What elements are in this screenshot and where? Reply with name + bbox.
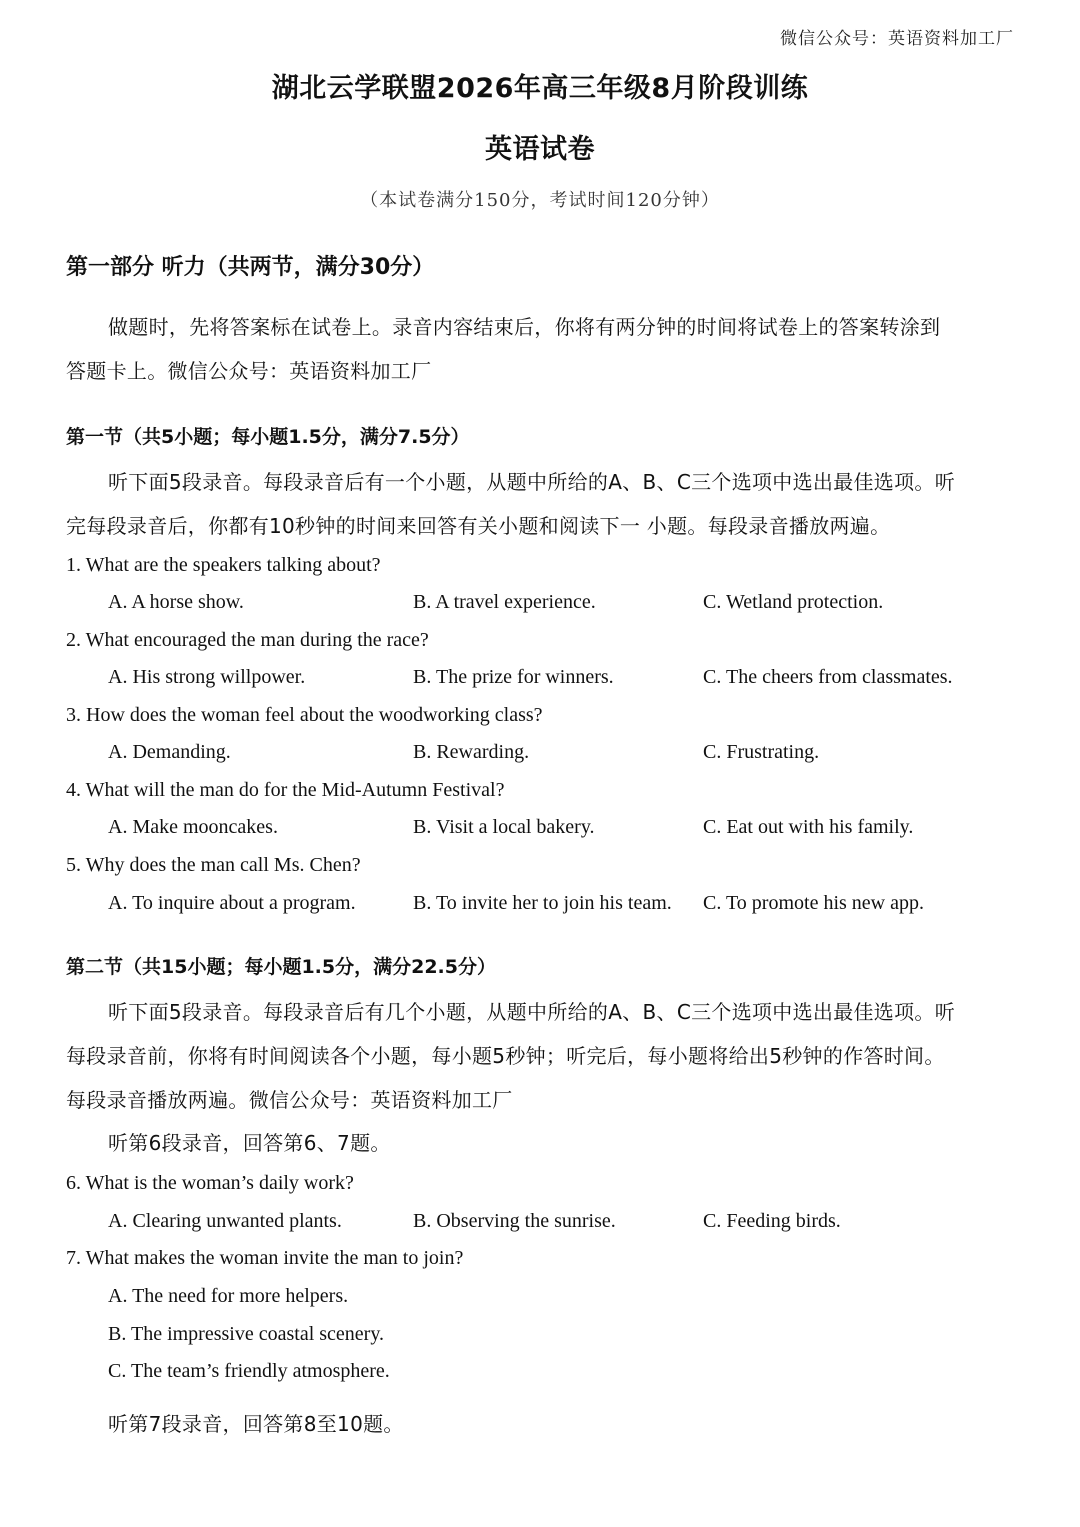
question-1: 1. What are the speakers talking about? (66, 554, 381, 576)
passage6-note: 听第6段录音，回答第6、7题。 (108, 1131, 391, 1155)
exam-subtitle: （本试卷满分150分，考试时间120分钟） (360, 190, 720, 211)
q7-option-a: A. The need for more helpers. (108, 1285, 349, 1307)
part1-intro-line1: 做题时，先将答案标在试卷上。录音内容结束后，你将有两分钟的时间将试卷上的答案转涂到 (108, 315, 941, 339)
q3-option-b: B. Rewarding. (413, 741, 530, 763)
header-note: 微信公众号：英语资料加工厂 (780, 29, 1014, 49)
q3-option-c: C. Frustrating. (703, 741, 820, 763)
exam-title: 湖北云学联盟2026年高三年级8月阶段训练 (271, 73, 809, 104)
q1-option-b: B. A travel experience. (413, 591, 596, 613)
q1-option-c: C. Wetland protection. (703, 591, 884, 613)
q4-option-b: B. Visit a local bakery. (413, 816, 595, 838)
question-7: 7. What makes the woman invite the man to join? (66, 1247, 464, 1269)
q5-option-c: C. To promote his new app. (703, 892, 924, 914)
section1-intro-line2: 完每段录音后，你都有10秒钟的时间来回答有关小题和阅读下一 小题。每段录音播放两遍。 (66, 514, 891, 538)
q5-option-b: B. To invite her to join his team. (413, 892, 672, 914)
q4-option-c: C. Eat out with his family. (703, 816, 914, 838)
section1-title: 第一节（共5小题；每小题1.5分，满分7.5分） (66, 426, 470, 448)
q7-option-c: C. The team’s friendly atmosphere. (108, 1360, 390, 1382)
exam-subject: 英语试卷 (485, 134, 595, 165)
q2-option-a: A. His strong willpower. (108, 666, 306, 688)
question-6: 6. What is the woman’s daily work? (66, 1172, 354, 1194)
question-2: 2. What encouraged the man during the race? (66, 629, 429, 651)
q2-option-b: B. The prize for winners. (413, 666, 614, 688)
part1-title: 第一部分 听力（共两节，满分30分） (66, 255, 435, 280)
question-5: 5. Why does the man call Ms. Chen? (66, 854, 361, 876)
section2-intro-line1: 听下面5段录音。每段录音后有几个小题，从题中所给的A、B、C三个选项中选出最佳选项。听 (108, 1000, 955, 1024)
q2-option-c: C. The cheers from classmates. (703, 666, 953, 688)
q5-option-a: A. To inquire about a program. (108, 892, 356, 914)
section2-intro-line2: 每段录音前，你将有时间阅读各个小题，每小题5秒钟；听完后，每小题将给出5秒钟的作答时间。 (66, 1044, 945, 1068)
q3-option-a: A. Demanding. (108, 741, 231, 763)
question-4: 4. What will the man do for the Mid-Autumn Festival? (66, 779, 505, 801)
part1-intro-line2: 答题卡上。微信公众号：英语资料加工厂 (66, 359, 432, 383)
q6-option-c: C. Feeding birds. (703, 1210, 841, 1232)
passage7-note: 听第7段录音，回答第8至10题。 (108, 1412, 404, 1436)
q7-option-b: B. The impressive coastal scenery. (108, 1323, 385, 1345)
q6-option-b: B. Observing the sunrise. (413, 1210, 616, 1232)
section2-title: 第二节（共15小题；每小题1.5分，满分22.5分） (66, 956, 496, 978)
q6-option-a: A. Clearing unwanted plants. (108, 1210, 342, 1232)
section1-intro-line1: 听下面5段录音。每段录音后有一个小题，从题中所给的A、B、C三个选项中选出最佳选项。听 (108, 470, 955, 494)
section2-intro-line3: 每段录音播放两遍。微信公众号：英语资料加工厂 (66, 1088, 513, 1112)
question-3: 3. How does the woman feel about the woodworking class? (66, 704, 543, 726)
q1-option-a: A. A horse show. (108, 591, 244, 613)
q4-option-a: A. Make mooncakes. (108, 816, 278, 838)
